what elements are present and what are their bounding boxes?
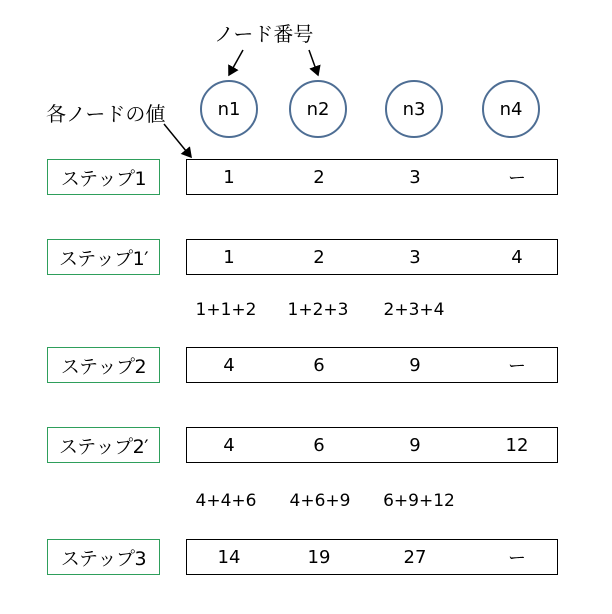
node-value-label: 各ノードの値	[46, 102, 166, 126]
value-cell: 2	[313, 166, 325, 188]
step-label-3: ステップ3	[47, 539, 160, 575]
value-row-3	[186, 539, 558, 575]
value-cell: 14	[217, 546, 241, 568]
value-row-2	[186, 347, 558, 383]
step-label-2: ステップ2	[47, 347, 160, 383]
value-cell: 4	[223, 354, 235, 376]
value-cell: 4	[511, 246, 523, 268]
value-cell: 6	[313, 354, 325, 376]
arrow-to-n1	[229, 50, 243, 75]
value-cell: ー	[508, 356, 526, 377]
value-cell: ー	[508, 168, 526, 189]
sum-expression: 4+6+9	[289, 491, 351, 511]
sum-expression: 1+1+2	[195, 300, 257, 320]
value-cell: 3	[409, 166, 421, 188]
value-cell: 12	[505, 434, 529, 456]
value-cell: 2	[313, 246, 325, 268]
value-cell: 19	[307, 546, 331, 568]
step-label-1-prime: ステップ1′	[47, 239, 160, 275]
node-n4: n4	[482, 80, 540, 138]
arrow-to-row1	[164, 124, 191, 157]
value-row-1	[186, 159, 558, 195]
node-number-label: ノード番号	[214, 22, 314, 46]
value-cell: 6	[313, 434, 325, 456]
value-cell: 9	[409, 434, 421, 456]
node-n2: n2	[289, 80, 347, 138]
sum-expression: 4+4+6	[195, 491, 257, 511]
sum-expression: 2+3+4	[383, 300, 445, 320]
value-cell: 27	[403, 546, 427, 568]
value-cell: 9	[409, 354, 421, 376]
value-cell: 1	[223, 246, 235, 268]
value-cell: ー	[508, 548, 526, 569]
node-n1: n1	[200, 80, 258, 138]
sum-expression: 6+9+12	[383, 491, 455, 511]
arrow-to-n2	[309, 50, 318, 75]
step-label-1: ステップ1	[47, 159, 160, 195]
value-cell: 1	[223, 166, 235, 188]
sum-expression: 1+2+3	[287, 300, 349, 320]
step-label-2-prime: ステップ2′	[47, 427, 160, 463]
value-cell: 4	[223, 434, 235, 456]
value-cell: 3	[409, 246, 421, 268]
value-row-2-prime	[186, 427, 558, 463]
node-n3: n3	[385, 80, 443, 138]
value-row-1-prime	[186, 239, 558, 275]
